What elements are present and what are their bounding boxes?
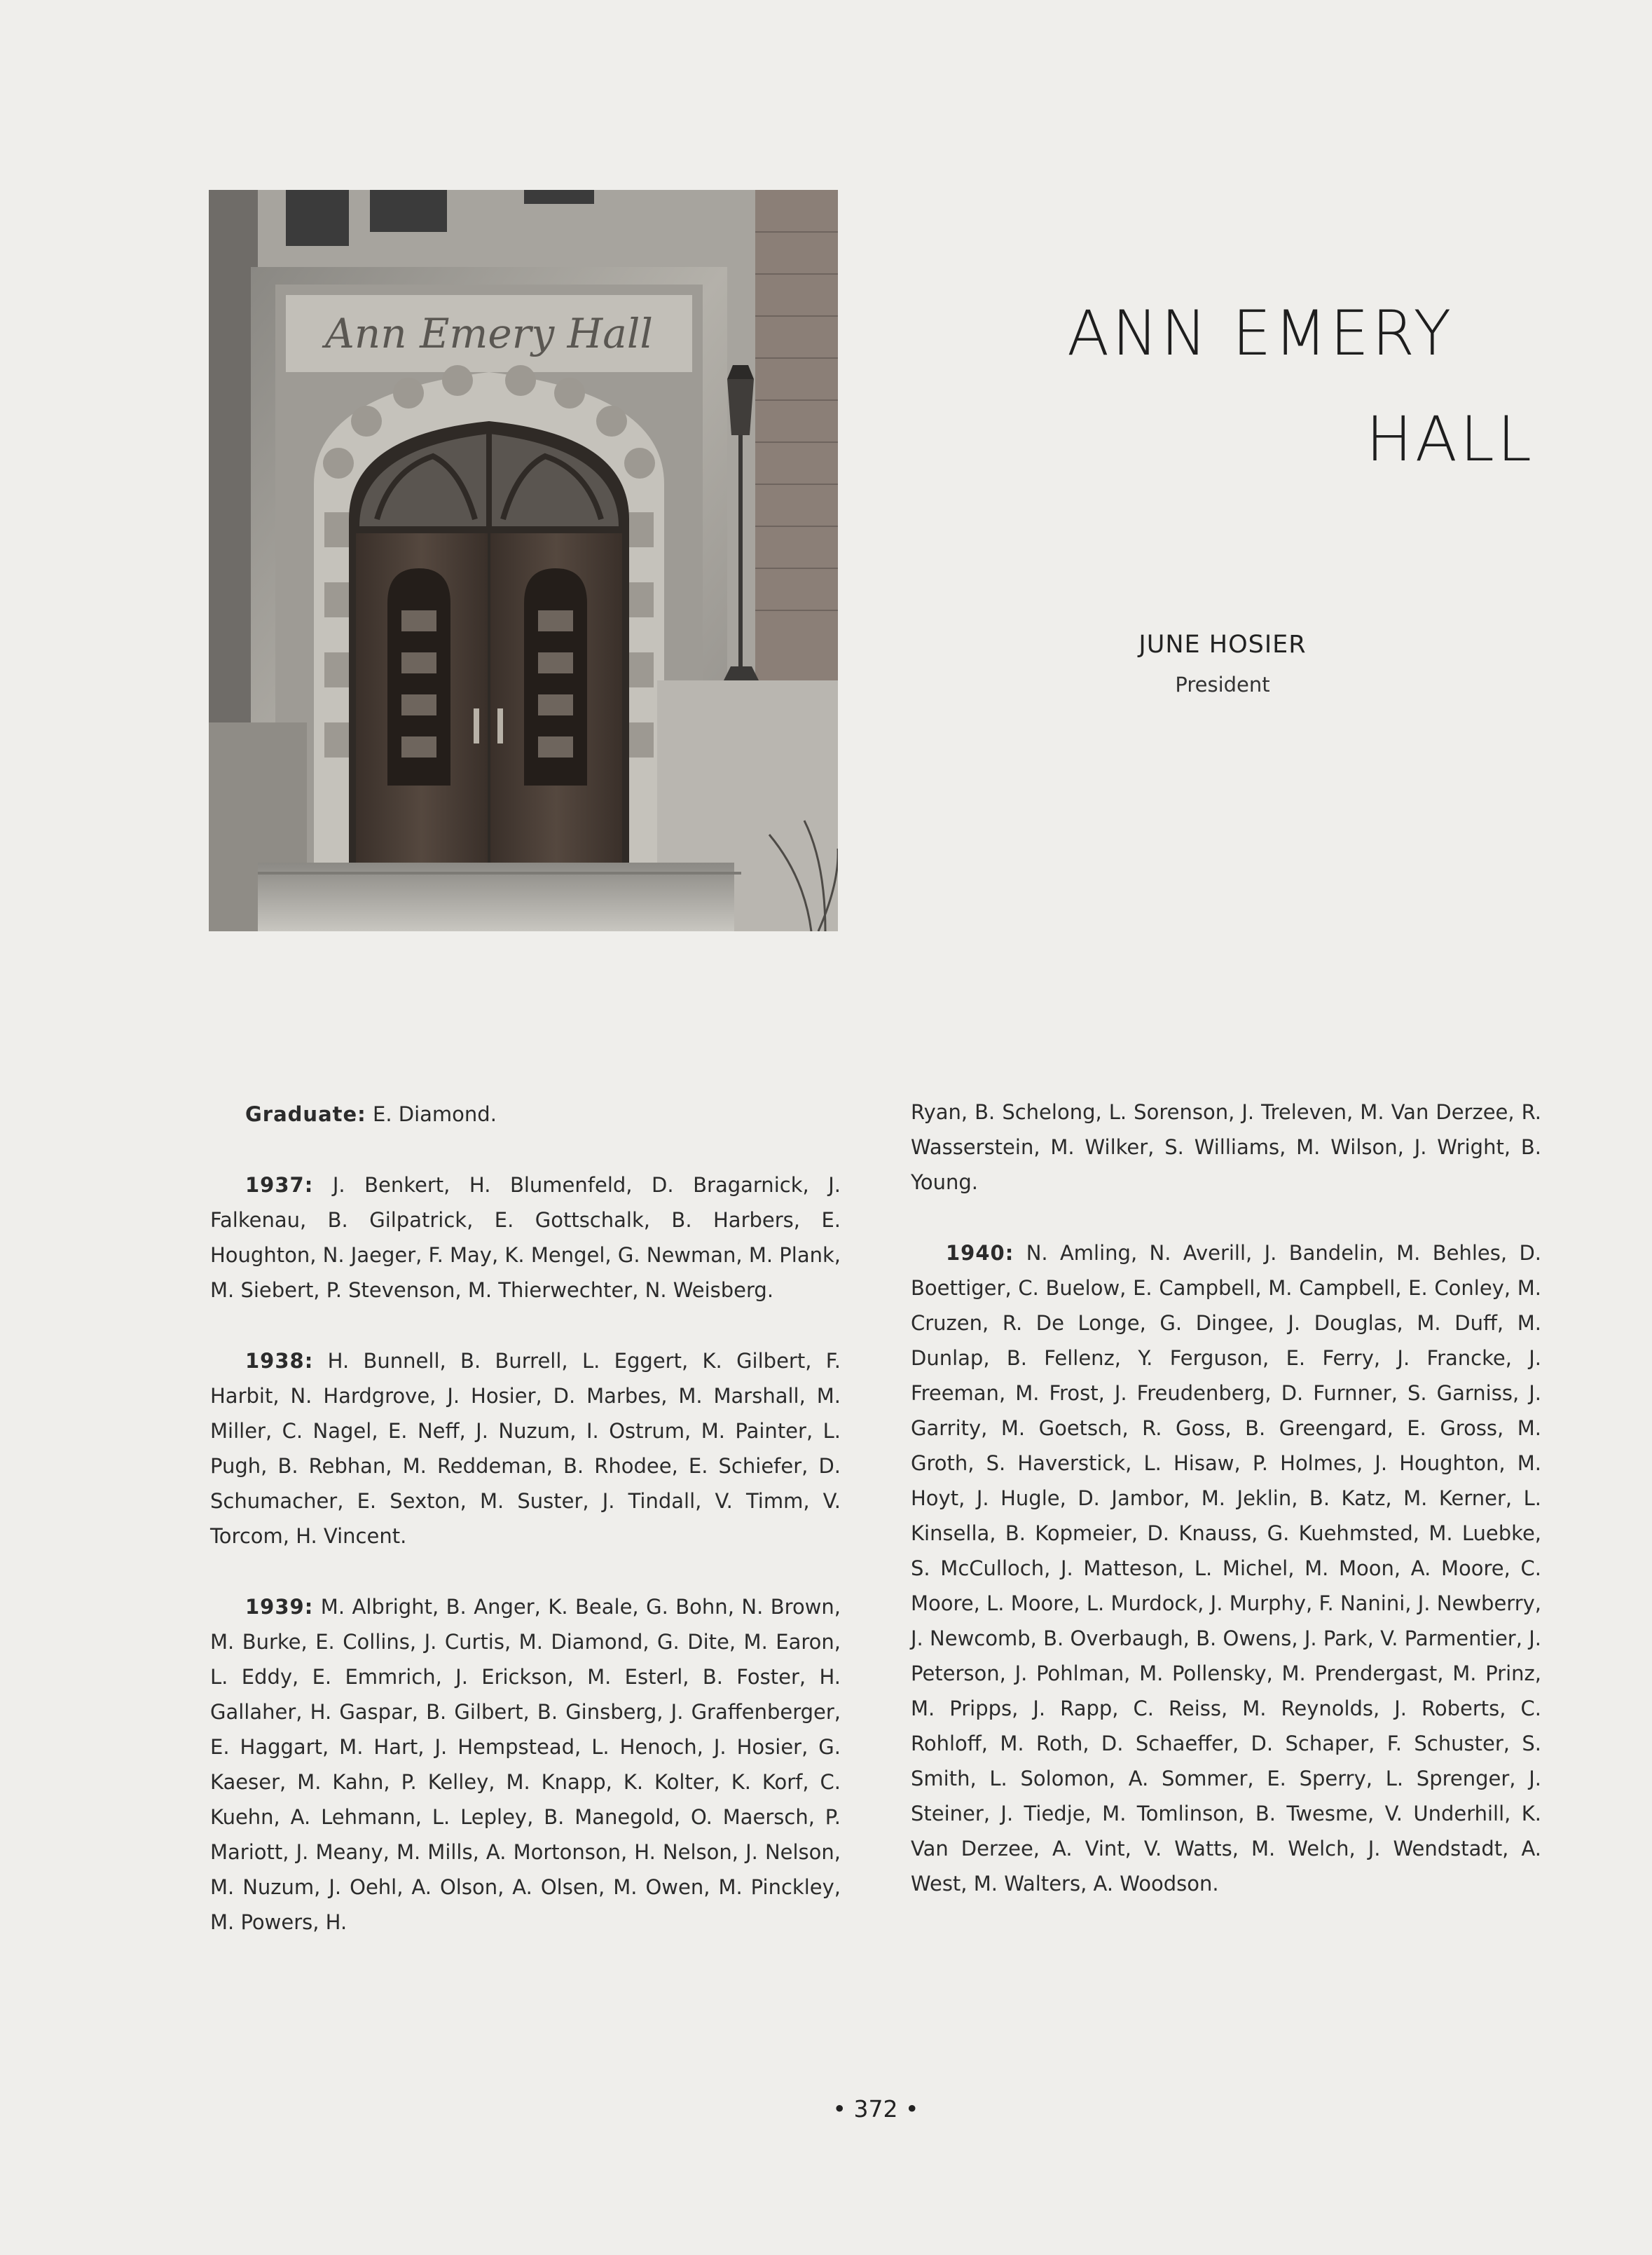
roster-1939-continued [911,1095,1541,1200]
roster-right-column [911,1095,1541,1937]
roster-names: M. Albright, B. Anger, K. Beale, G. Bohn, N. Brown, M. Burke, E. Collins, J. Curtis, M. Diamond, G. Dite, M. Earon, L. Eddy, E. Emmrich, J. Erickson, M. Esterl, B. Foster, H. Gallaher, H. Gaspar, B. Gilbert, B. Ginsberg, J. Graffenberger, E. Haggart, M. Hart, J. Hempstead, L. Henoch, J. Hosier, G. Kaeser, M. Kahn, P. Kelley, M. Knapp, K. Kolter, K. Korf, C. Kuehn, A. Lehmann, L. Lepley, B. Manegold, O. Maersch, P. Mariott, J. Meany, M. Mills, A. Mortonson, H. Nelson, J. Nelson, M. Nuzum, J. Oehl, A. Olson, A. Olsen, M. Owen, M. Pinckley, M. Powers, H. [210,1595,841,1934]
roster-names: H. Bunnell, B. Burrell, L. Eggert, K. Gilbert, F. Harbit, N. Hardgrove, J. Hosier, D. Marbes, M. Marshall, M. Miller, C. Nagel, E. Neff, J. Nuzum, I. Ostrum, M. Painter, L. Pugh, B. Rebhan, M. Reddeman, B. Rhodee, E. Schiefer, D. Schumacher, E. Sexton, M. Suster, J. Tindall, V. Timm, V. Torcom, H. Vincent. [210,1349,841,1548]
roster-label: 1940: [946,1241,1014,1265]
inscription-text: Ann Emery Hall [325,310,653,357]
roster-1940 [911,1235,1541,1901]
roster-graduate [210,1097,841,1132]
roster-names: Ryan, B. Schelong, L. Sorenson, J. Treleven, M. Van Derzee, R. Wasserstein, M. Wilker, S. Williams, M. Wilson, J. Wright, B. Young. [911,1100,1541,1194]
roster-1939 [210,1589,841,1940]
roster-label: Graduate: [245,1102,366,1126]
roster-names: J. Benkert, H. Blumenfeld, D. Bragarnick, J. Falkenau, B. Gilpatrick, E. Gottschalk, B. Harbers, E. Houghton, N. Jaeger, F. May, K. Mengel, G. Newman, M. Plank, M. Siebert, P. Stevenson, M. Thierwechter, N. Weisberg. [210,1173,841,1302]
roster-label: 1937: [245,1173,314,1197]
doorway-illustration [209,190,838,931]
entrance-photo [209,190,838,931]
page-number: • 372 • [832,2095,919,2123]
roster-names: E. Diamond. [373,1102,497,1126]
officer-role: President [1175,673,1270,697]
roster-label: 1939: [245,1595,314,1619]
roster-label: 1938: [245,1349,314,1373]
page-title-line2: HALL [1365,403,1534,475]
page-title-line1: ANN EMERY [1067,297,1454,369]
roster-left-column [210,1097,841,1975]
officer-name: JUNE HOSIER [1138,631,1307,659]
roster-1938 [210,1343,841,1554]
roster-1937 [210,1167,841,1308]
roster-names: N. Amling, N. Averill, J. Bandelin, M. Behles, D. Boettiger, C. Buelow, E. Campbell, M. Campbell, E. Conley, M. Cruzen, R. De Longe, G. Dingee, J. Douglas, M. Duff, M. Dunlap, B. Fellenz, Y. Ferguson, E. Ferry, J. Francke, J. Freeman, M. Frost, J. Freudenberg, D. Furnner, S. Garniss, J. Garrity, M. Goetsch, R. Goss, B. Greengard, E. Gross, M. Groth, S. Haverstick, L. Hisaw, P. Holmes, J. Houghton, M. Hoyt, J. Hugle, D. Jambor, M. Jeklin, B. Katz, M. Kerner, L. Kinsella, B. Kopmeier, D. Knauss, G. Kuehmsted, M. Luebke, S. McCulloch, J. Matteson, L. Michel, M. Moon, A. Moore, C. Moore, L. Moore, L. Murdock, J. Murphy, F. Nanini, J. Newberry, J. Newcomb, B. Overbaugh, B. Owens, J. Park, V. Parmentier, J. Peterson, J. Pohlman, M. Pollensky, M. Prendergast, M. Prinz, M. Pripps, J. Rapp, C. Reiss, M. Reynolds, J. Roberts, C. Rohloff, M. Roth, D. Schaeffer, D. Schaper, F. Schuster, S. Smith, L. Solomon, A. Sommer, E. Sperry, L. Sprenger, J. Steiner, J. Tiedje, M. Tomlinson, B. Twesme, V. Underhill, K. Van Derzee, A. Vint, V. Watts, M. Welch, J. Wendstadt, A. West, M. Walters, A. Woodson. [911,1241,1541,1896]
